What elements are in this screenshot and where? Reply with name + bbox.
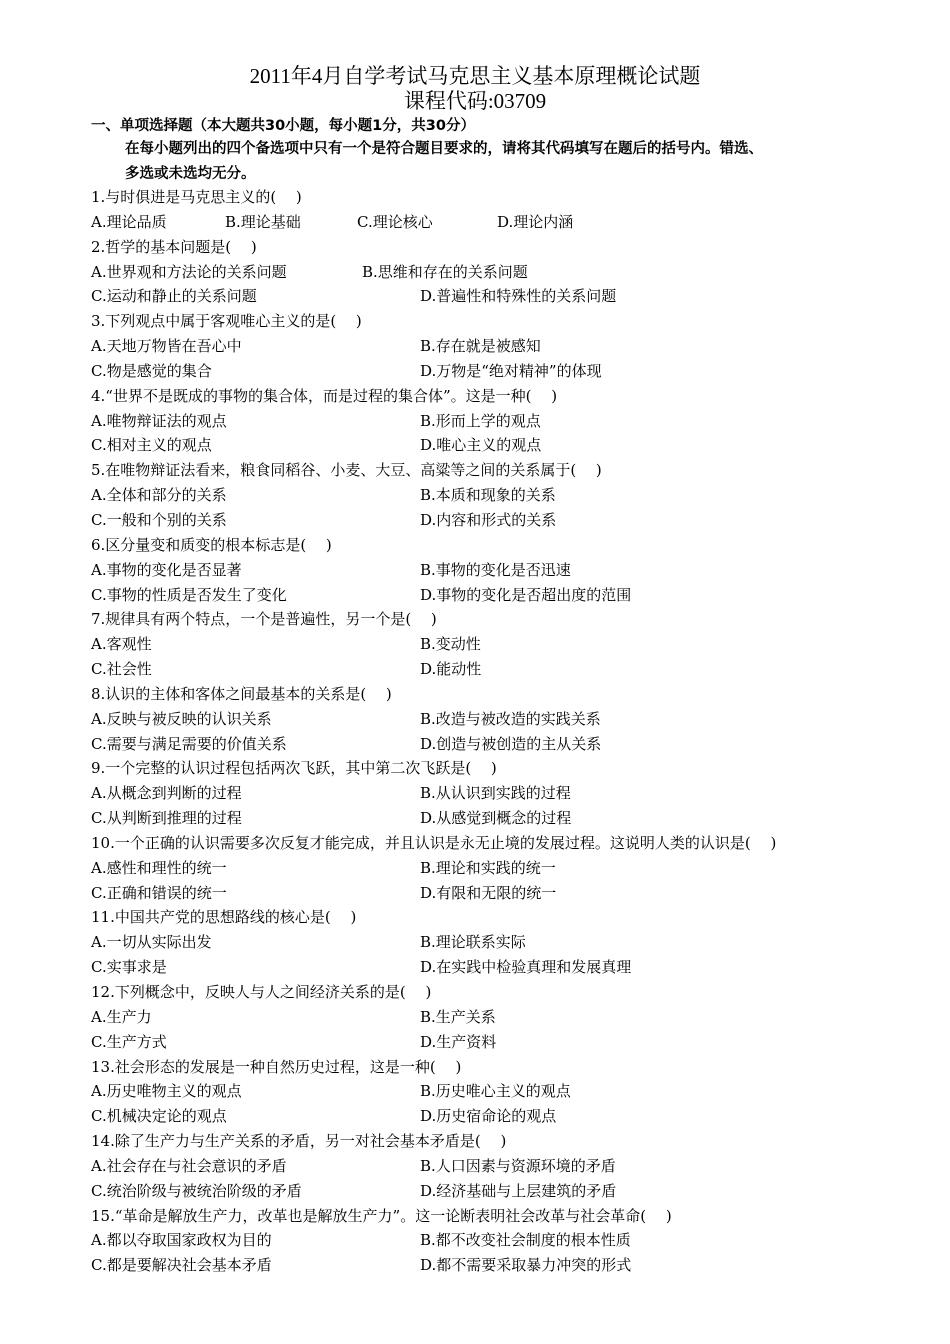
- option-b: B.历史唯心主义的观点: [420, 1082, 571, 1101]
- option-row: [91, 781, 891, 806]
- option-b: B.形而上学的观点: [420, 411, 541, 430]
- option-a: A.生产力: [91, 1007, 152, 1026]
- option-c: C.正确和错误的统一: [91, 883, 227, 902]
- question-stem: 2.哲学的基本问题是( ): [91, 237, 257, 256]
- option-a: A.反映与被反映的认识关系: [91, 709, 272, 728]
- option-c: C.生产方式: [91, 1032, 167, 1051]
- option-c: C.实事求是: [91, 958, 167, 977]
- option-row: [91, 260, 891, 285]
- option-d: D.能动性: [420, 660, 482, 679]
- option-row: [91, 1228, 891, 1253]
- option-a: A.历史唯物主义的观点: [91, 1082, 242, 1101]
- option-a: A.从概念到判断的过程: [91, 784, 242, 803]
- option-c: C.一般和个别的关系: [91, 510, 227, 529]
- option-row: [91, 1005, 891, 1030]
- option-row: [91, 483, 891, 508]
- option-c: C.从判断到推理的过程: [91, 809, 242, 828]
- option-b: B.变动性: [420, 635, 481, 654]
- option-b: B.本质和现象的关系: [420, 486, 556, 505]
- option-a: A.天地万物皆在吾心中: [91, 337, 242, 356]
- option-d: D.唯心主义的观点: [420, 436, 542, 455]
- option-a: A.世界观和方法论的关系问题: [91, 262, 287, 281]
- option-row: [91, 930, 891, 955]
- option-c: C.相对主义的观点: [91, 436, 212, 455]
- option-a: A.理论品质: [91, 212, 167, 231]
- question-stem: 5.在唯物辩证法看来，粮食同稻谷、小麦、大豆、高粱等之间的关系属于( ): [91, 461, 602, 480]
- option-d: D.在实践中检验真理和发展真理: [420, 958, 632, 977]
- question-stem: 4.“世界不是既成的事物的集合体，而是过程的集合体”。这是一种( ): [91, 386, 558, 405]
- option-b: B.存在就是被感知: [420, 337, 541, 356]
- question-list: [91, 185, 891, 1278]
- option-c: C.运动和静止的关系问题: [91, 287, 257, 306]
- option-row: [91, 284, 891, 309]
- option-b: B.思维和存在的关系问题: [362, 262, 528, 281]
- option-row: [91, 632, 891, 657]
- option-d: D.都不需要采取暴力冲突的形式: [420, 1256, 632, 1275]
- option-row: [91, 433, 891, 458]
- question-stem: 15.“革命是解放生产力，改革也是解放生产力”。这一论断表明社会改革与社会革命( ): [91, 1206, 672, 1225]
- option-d: D.理论内涵: [497, 212, 574, 231]
- option-a: A.社会存在与社会意识的矛盾: [91, 1156, 287, 1175]
- option-d: D.历史宿命论的观点: [420, 1107, 557, 1126]
- option-a: A.一切从实际出发: [91, 933, 212, 952]
- question-stem: 10.一个正确的认识需要多次反复才能完成，并且认识是永无止境的发展过程。这说明人类的认识是( ): [91, 833, 777, 852]
- option-d: D.事物的变化是否超出度的范围: [420, 585, 632, 604]
- option-a: A.感性和理性的统一: [91, 858, 227, 877]
- option-row: [91, 1253, 891, 1278]
- option-row: [91, 732, 891, 757]
- option-d: D.内容和形式的关系: [420, 510, 557, 529]
- instructions-line-1: 在每小题列出的四个备选项中只有一个是符合题目要求的，请将其代码填写在题后的括号内。错选、: [125, 141, 763, 157]
- question-stem: 14.除了生产力与生产关系的矛盾，另一对社会基本矛盾是( ): [91, 1132, 507, 1151]
- question-stem: 9.一个完整的认识过程包括两次飞跃，其中第二次飞跃是( ): [91, 759, 497, 778]
- option-row: [91, 409, 891, 434]
- option-b: B.人口因素与资源环境的矛盾: [420, 1156, 616, 1175]
- option-c: C.物是感觉的集合: [91, 361, 212, 380]
- section-heading: 一、单项选择题（本大题共30小题，每小题1分，共30分）: [91, 118, 475, 134]
- option-d: D.经济基础与上层建筑的矛盾: [420, 1181, 617, 1200]
- option-d: D.有限和无限的统一: [420, 883, 557, 902]
- question-stem: 1.与时俱进是马克思主义的( ): [91, 188, 302, 206]
- option-d: D.生产资料: [420, 1032, 497, 1051]
- option-b: B.改造与被改造的实践关系: [420, 709, 601, 728]
- option-row: [91, 334, 891, 359]
- option-row: [91, 1154, 891, 1179]
- option-b: B.生产关系: [420, 1007, 496, 1026]
- option-row: [91, 558, 891, 583]
- option-c: C.需要与满足需要的价值关系: [91, 734, 287, 753]
- instructions-line-2: 多选或未选均无分。: [125, 166, 256, 182]
- option-row: [91, 1079, 891, 1104]
- option-b: B.从认识到实践的过程: [420, 784, 571, 803]
- option-row: [91, 955, 891, 980]
- option-d: D.万物是“绝对精神”的体现: [420, 361, 602, 380]
- question-stem: 8.认识的主体和客体之间最基本的关系是( ): [91, 684, 392, 703]
- question-stem: 6.区分量变和质变的根本标志是( ): [91, 535, 332, 554]
- question-stem: 13.社会形态的发展是一种自然历史过程，这是一种( ): [91, 1057, 462, 1076]
- option-a: A.客观性: [91, 635, 152, 654]
- option-d: D.创造与被创造的主从关系: [420, 734, 602, 753]
- option-row: [91, 856, 891, 881]
- option-row: [91, 508, 891, 533]
- option-a: A.全体和部分的关系: [91, 486, 227, 505]
- course-code: 课程代码:03709: [403, 89, 547, 113]
- option-b: B.都不改变社会制度的根本性质: [420, 1231, 631, 1250]
- option-b: B.理论基础: [225, 212, 301, 231]
- option-a: A.事物的变化是否显著: [91, 560, 242, 579]
- option-d: D.普遍性和特殊性的关系问题: [420, 287, 617, 306]
- option-c: C.统治阶级与被统治阶级的矛盾: [91, 1181, 302, 1200]
- option-b: B.事物的变化是否迅速: [420, 560, 571, 579]
- option-c: C.社会性: [91, 660, 152, 679]
- option-row: [91, 806, 891, 831]
- option-row: [91, 881, 891, 906]
- option-c: C.都是要解决社会基本矛盾: [91, 1256, 272, 1275]
- option-row: [91, 707, 891, 732]
- question-stem: 11.中国共产党的思想路线的核心是( ): [91, 908, 357, 927]
- option-row: [91, 1104, 891, 1129]
- option-row: [91, 1030, 891, 1055]
- option-b: B.理论和实践的统一: [420, 858, 556, 877]
- option-b: B.理论联系实际: [420, 933, 526, 952]
- question-stem: 7.规律具有两个特点，一个是普遍性，另一个是( ): [91, 610, 437, 629]
- option-row: [91, 657, 891, 682]
- question-stem: 12.下列概念中，反映人与人之间经济关系的是( ): [91, 983, 432, 1001]
- option-row: [91, 1179, 891, 1204]
- option-c: C.事物的性质是否发生了变化: [91, 585, 287, 604]
- question-stem: 3.下列观点中属于客观唯心主义的是( ): [91, 312, 362, 331]
- option-row: [91, 210, 891, 235]
- option-a: A.唯物辩证法的观点: [91, 411, 227, 430]
- option-row: [91, 359, 891, 384]
- option-c: C.理论核心: [357, 212, 433, 231]
- option-c: C.机械决定论的观点: [91, 1107, 227, 1126]
- option-row: [91, 583, 891, 608]
- option-d: D.从感觉到概念的过程: [420, 809, 572, 828]
- exam-title: 2011年4月自学考试马克思主义基本原理概论试题: [249, 64, 701, 88]
- option-a: A.都以夺取国家政权为目的: [91, 1231, 272, 1250]
